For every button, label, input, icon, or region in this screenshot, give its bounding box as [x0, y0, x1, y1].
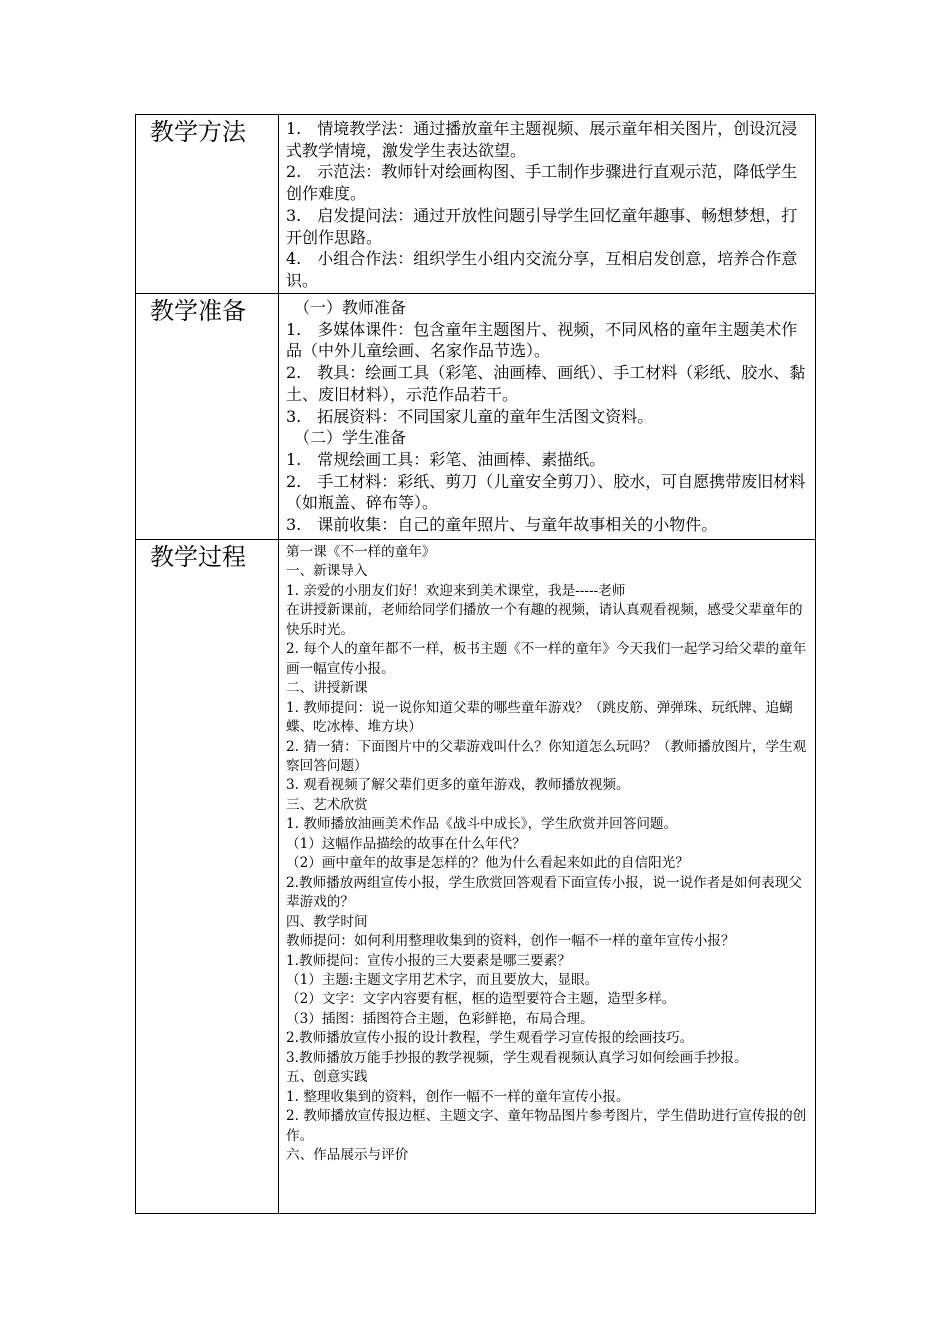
- content-teaching-methods: [279, 115, 816, 294]
- process-line: 五、创意实践: [286, 1069, 368, 1086]
- process-line: 四、教学时间: [286, 913, 368, 930]
- prep-heading: （一）教师准备: [294, 298, 407, 317]
- row-teaching-process: [136, 540, 816, 1214]
- method-line: 4. 小组合作法：组织学生小组内交流分享，互相启发创意，培养合作意识。: [286, 249, 798, 290]
- process-line: 1. 整理收集到的资料，创作一幅不一样的童年宣传小报。: [286, 1088, 630, 1105]
- prep-line: 2. 教具：绘画工具（彩笔、油画棒、画纸）、手工材料（彩纸、胶水、黏土、废旧材料），示范作品若干。: [286, 363, 806, 404]
- process-line: 三、艺术欣赏: [286, 796, 368, 813]
- method-line: 3. 启发提问法：通过开放性问题引导学生回忆童年趣事、畅想梦想，打开创作思路。: [286, 205, 798, 247]
- row-teaching-preparation: [136, 294, 816, 540]
- process-line: 第一课《不一样的童年》: [286, 544, 436, 560]
- process-line: （2）文字：文字内容要有框，框的造型要符合主题，造型多样。: [286, 991, 676, 1008]
- label-teaching-methods: 教学方法: [136, 115, 279, 294]
- process-line: 1. 亲爱的小朋友们好！欢迎来到美术课堂，我是-----老师: [286, 582, 626, 599]
- process-line: 教师提问：如何利用整理收集到的资料，创作一幅不一样的童年宣传小报？: [286, 933, 735, 950]
- process-line: 3. 观看视频了解父辈们更多的童年游戏，教师播放视频。: [286, 777, 630, 794]
- process-line: 六、作品展示与评价: [286, 1147, 409, 1164]
- row-teaching-methods: [136, 115, 816, 294]
- prep-line: 3. 拓展资料：不同国家儿童的童年生活图文资料。: [286, 406, 654, 426]
- process-line: （2）画中童年的故事是怎样的？他为什么看起来如此的自信阳光？: [286, 855, 689, 872]
- process-line: 1. 教师提问：说一说你知道父辈的哪些童年游戏？（跳皮筋、弹弹珠、玩纸牌、追蝴蝶、吃冰棒、堆方块）: [286, 699, 793, 736]
- process-line: 二、讲授新课: [286, 680, 368, 697]
- process-line: 2.教师播放宣传小报的设计教程，学生观看学习宣传报的绘画技巧。: [286, 1030, 694, 1047]
- process-line: 1.教师提问：宣传小报的三大要素是哪三要素？: [286, 952, 571, 969]
- label-teaching-process: 教学过程: [136, 540, 279, 1214]
- process-line: 2. 每个人的童年都不一样，板书主题《不一样的童年》今天我们一起学习给父辈的童年画一幅宣传小报。: [286, 641, 807, 677]
- prep-line: 3. 课前收集：自己的童年照片、与童年故事相关的小物件。: [286, 515, 718, 535]
- prep-heading: （二）学生准备: [294, 428, 407, 448]
- process-line: 2.教师播放两组宣传小报，学生欣赏回答观看下面宣传小报，说一说作者是如何表现父辈游戏的？: [286, 874, 802, 911]
- method-line: 2. 示范法：教师针对绘画构图、手工制作步骤进行直观示范，降低学生创作难度。: [286, 162, 798, 204]
- process-line: （1）主题:主题文字用艺术字，而且要放大，显眼。: [286, 971, 599, 988]
- process-line: 3.教师播放万能手抄报的教学视频，学生观看视频认真学习如何绘画手抄报。: [286, 1049, 748, 1066]
- label-teaching-preparation: 教学准备: [136, 294, 279, 540]
- lesson-plan-table: [135, 114, 816, 1214]
- process-line: （1）这幅作品描绘的故事在什么年代？: [286, 835, 526, 852]
- content-teaching-preparation: [279, 294, 816, 540]
- process-line: 1. 教师播放油画美术作品《战斗中成长》，学生欣赏并回答问题。: [286, 816, 678, 833]
- method-line: 1. 情境教学法：通过播放童年主题视频、展示童年相关图片，创设沉浸式教学情境，激发学生表达欲望。: [286, 119, 798, 160]
- process-line: 2. 猜一猜：下面图片中的父辈游戏叫什么？你知道怎么玩吗？（教师播放图片，学生观察回答问题）: [286, 738, 807, 774]
- process-line: 在讲授新课前，老师给同学们播放一个有趣的视频，请认真观看视频，感受父辈童年的快乐时光。: [286, 602, 803, 638]
- prep-line: 1. 常规绘画工具：彩笔、油画棒、素描纸。: [286, 449, 606, 469]
- prep-line: 2. 手工材料：彩纸、剪刀（儿童安全剪刀）、胶水，可自愿携带废旧材料（如瓶盖、碎布等）。: [286, 471, 806, 513]
- content-teaching-process: [279, 540, 816, 1214]
- process-line: （3）插图：插图符合主题，色彩鲜艳，布局合理。: [286, 1010, 594, 1027]
- prep-line: 1. 多媒体课件：包含童年主题图片、视频，不同风格的童年主题美术作品（中外儿童绘画、名家作品节选）。: [286, 319, 798, 361]
- process-line: 2. 教师播放宣传报边框、主题文字、童年物品图片参考图片，学生借助进行宣传报的创作。: [286, 1108, 807, 1144]
- process-line: 一、新课导入: [286, 563, 368, 580]
